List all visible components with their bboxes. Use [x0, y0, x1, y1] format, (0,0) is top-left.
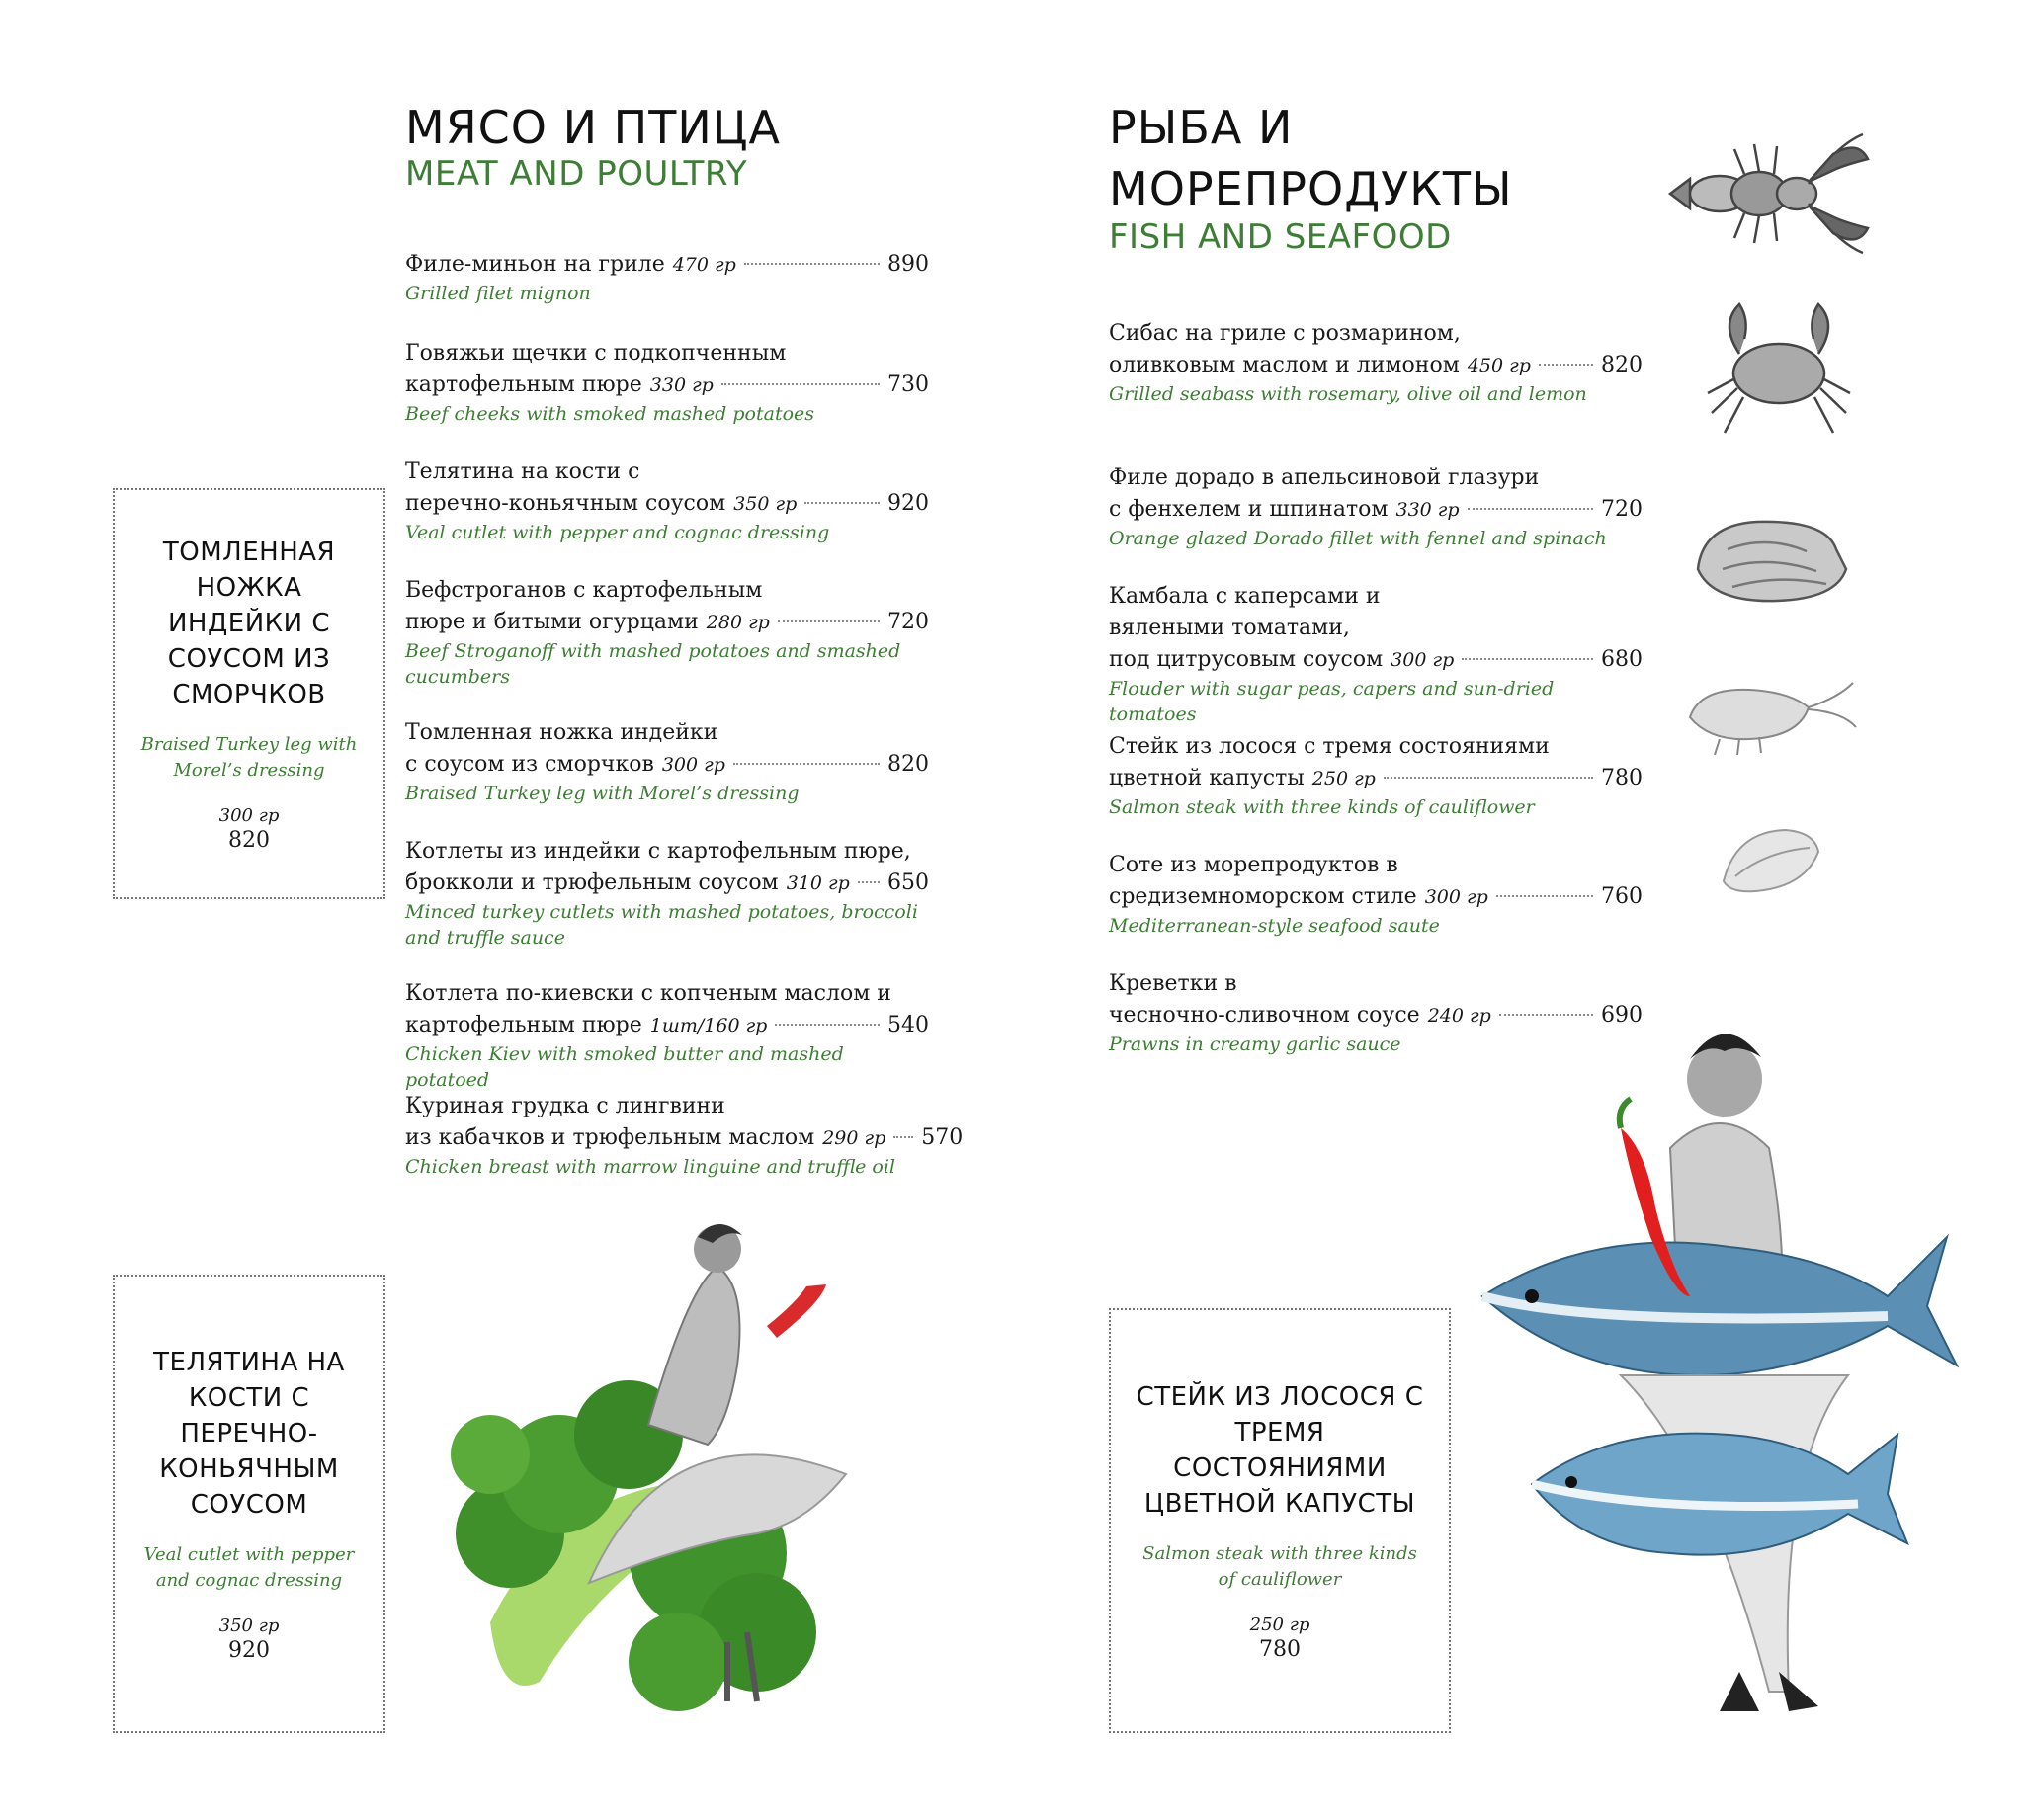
dot-leader [775, 1023, 880, 1026]
item-price: 690 [1601, 1003, 1643, 1028]
salmon-steak-illustration [1688, 510, 1856, 609]
item-price: 820 [1601, 353, 1643, 377]
item-weight: 350 гр [733, 493, 798, 515]
item-weight: 1шт/160 гр [649, 1015, 768, 1036]
item-weight: 300 гр [661, 754, 725, 776]
item-name-line: Томленная ножка индейки [405, 720, 718, 745]
promo-price: 780 [1259, 1637, 1301, 1662]
crab-illustration [1700, 294, 1858, 443]
item-price-line [1109, 644, 1643, 676]
item-name-line: с соусом из сморчков [405, 752, 654, 777]
item-price: 680 [1601, 647, 1643, 672]
fish-title-en: FISH AND SEAFOOD [1109, 217, 1452, 257]
item-name-line: картофельным пюре [405, 1013, 642, 1037]
item-name-en: Chicken Kiev with smoked butter and mashed potatoed [405, 1043, 844, 1091]
item-weight: 250 гр [1311, 768, 1376, 789]
dot-leader [778, 620, 880, 622]
item-name-line: брокколи и трюфельным соусом [405, 870, 779, 895]
promo-price: 820 [228, 828, 270, 853]
item-price-line [405, 749, 929, 781]
item-weight: 300 гр [1424, 886, 1488, 908]
dot-leader [1384, 776, 1593, 779]
item-name-en: Grilled seabass with rosemary, olive oil and lemon [1109, 383, 1587, 405]
item-name-en: Minced turkey cutlets with mashed potatoes, broccoli and truffle sauce [405, 901, 918, 949]
item-name-line: Филе-миньон на гриле [405, 252, 665, 277]
item-name-line: оливковым маслом и лимоном [1109, 353, 1460, 377]
fish-title-ru-1: РЫБА И [1109, 101, 1294, 154]
item-price: 780 [1601, 766, 1643, 790]
item-name-line: Сибас на гриле с розмарином, [1109, 321, 1461, 346]
dot-leader [733, 762, 880, 765]
item-name-en: Beef Stroganoff with mashed potatoes and smashed cucumbers [405, 640, 901, 688]
item-weight: 290 гр [822, 1127, 886, 1149]
dot-leader [1496, 894, 1593, 897]
item-price-line [1109, 350, 1643, 381]
promo-en: Braised Turkey leg with Morel’s dressing [140, 734, 358, 781]
item-price: 920 [887, 491, 929, 516]
item-name-line: цветной капусты [1109, 766, 1305, 790]
menu-item [1109, 462, 1643, 551]
menu-item [405, 456, 929, 545]
item-name-line: Телятина на кости с [405, 459, 640, 484]
dot-leader [1468, 507, 1593, 510]
item-name-line: Куриная грудка с лингвини [405, 1094, 725, 1118]
promo-title: СТЕЙК ИЗ ЛОСОСЯ С ТРЕМЯ СОСТОЯНИЯМИ ЦВЕТНОЙ КАПУСТЫ [1136, 1382, 1424, 1519]
item-weight: 280 гр [706, 612, 770, 633]
item-weight: 330 гр [649, 374, 714, 396]
mussel-illustration [1716, 822, 1824, 897]
item-price-line [405, 607, 929, 638]
item-price: 650 [887, 870, 929, 895]
item-name-line: Соте из морепродуктов в [1109, 853, 1398, 877]
item-name-line: вялеными томатами, [1109, 616, 1350, 640]
promo-box-turkey [113, 488, 385, 899]
item-weight: 470 гр [672, 254, 736, 276]
promo-title: ТОМЛЕННАЯ НОЖКА ИНДЕЙКИ С СОУСОМ ИЗ СМОРЧКОВ [162, 538, 336, 709]
item-name-line: из кабачков и трюфельным маслом [405, 1125, 815, 1150]
item-name-en: Veal cutlet with pepper and cognac dressing [405, 522, 830, 543]
item-name-en: Grilled filet mignon [405, 283, 591, 304]
item-name-line: пюре и битыми огурцами [405, 610, 699, 634]
item-price: 720 [887, 610, 929, 634]
menu-item [405, 1091, 964, 1180]
item-name-en: Chicken breast with marrow linguine and truffle oil [405, 1156, 895, 1178]
item-name-line: под цитрусовым соусом [1109, 647, 1384, 672]
item-name-en: Salmon steak with three kinds of cauliflower [1109, 796, 1535, 818]
item-name-line: Говяжьи щечки с подкопченным [405, 341, 787, 366]
item-price: 820 [887, 752, 929, 777]
item-weight: 300 гр [1391, 649, 1455, 671]
dot-leader [1462, 657, 1593, 660]
item-price: 540 [887, 1013, 929, 1037]
meat-title-en: MEAT AND POULTRY [405, 154, 748, 194]
dot-leader [1539, 363, 1593, 366]
item-name-line: средиземноморском стиле [1109, 884, 1417, 909]
promo-weight: 300 гр [218, 805, 280, 826]
menu-item [405, 338, 929, 427]
promo-price: 920 [228, 1638, 270, 1663]
item-name-line: Котлеты из индейки с картофельным пюре, [405, 839, 911, 864]
item-name-line: перечно-коньячным соусом [405, 491, 726, 516]
item-price-line [405, 370, 929, 401]
item-name-line: картофельным пюре [405, 372, 642, 397]
item-name-line: Креветки в [1109, 971, 1237, 996]
shrimp-illustration [1680, 668, 1858, 757]
item-price: 570 [921, 1125, 964, 1150]
dot-leader [744, 262, 880, 265]
item-weight: 310 гр [786, 872, 850, 894]
menu-item [1109, 318, 1643, 407]
item-price: 760 [1601, 884, 1643, 909]
item-price: 730 [887, 372, 929, 397]
promo-box-veal [113, 1275, 385, 1733]
promo-weight: 250 гр [1249, 1614, 1310, 1635]
item-name-line: Камбала с каперсами и [1109, 584, 1381, 609]
item-price-line [405, 488, 929, 520]
item-name-en: Braised Turkey leg with Morel’s dressing [405, 783, 800, 804]
item-name-line: Филе дорадо в апельсиновой глазури [1109, 465, 1540, 490]
item-name-en: Prawns in creamy garlic sauce [1109, 1034, 1401, 1055]
menu-item [405, 717, 929, 806]
item-name-line: с фенхелем и шпинатом [1109, 497, 1389, 522]
item-price: 890 [887, 252, 929, 277]
item-name-line: Бефстроганов с картофельным [405, 578, 763, 603]
promo-en: Salmon steak with three kinds of cauliflower [1142, 1543, 1417, 1590]
dot-leader [804, 501, 880, 504]
promo-box-salmon [1109, 1308, 1451, 1733]
menu-item [405, 249, 929, 306]
menu-item [1109, 731, 1643, 820]
item-price-line [405, 249, 929, 281]
promo-title: ТЕЛЯТИНА НА КОСТИ С ПЕРЕЧНО-КОНЬЯЧНЫМ СОУСОМ [153, 1348, 345, 1520]
item-price: 720 [1601, 497, 1643, 522]
item-weight: 240 гр [1427, 1005, 1491, 1027]
item-price-line [405, 1010, 929, 1041]
menu-item [405, 978, 929, 1093]
menu-item [1109, 581, 1643, 727]
menu-item [405, 836, 929, 951]
menu-item [1109, 850, 1643, 939]
lobster-illustration [1660, 124, 1878, 263]
dot-leader [893, 1135, 913, 1138]
promo-weight: 350 гр [218, 1615, 280, 1636]
item-price-line [405, 868, 929, 899]
item-price-line [405, 1122, 964, 1154]
pinup-tuna-illustration [1473, 1000, 1967, 1721]
item-price-line [1109, 763, 1643, 794]
dot-leader [858, 880, 880, 883]
dot-leader [721, 382, 880, 385]
item-price-line [1109, 881, 1643, 913]
item-name-line: чесночно-сливочном соусе [1109, 1003, 1420, 1028]
pinup-broccoli-illustration [431, 1207, 905, 1721]
item-name-line: Котлета по-киевски с копченым маслом и [405, 981, 891, 1006]
item-weight: 330 гр [1395, 499, 1460, 521]
menu-item [405, 575, 929, 690]
meat-title-ru: МЯСО И ПТИЦА [405, 101, 781, 154]
item-name-line: Стейк из лосося с тремя состояниями [1109, 734, 1550, 759]
item-name-en: Mediterranean-style seafood saute [1109, 915, 1440, 937]
item-price-line [1109, 494, 1643, 526]
item-name-en: Flouder with sugar peas, capers and sun-dried tomatoes [1109, 678, 1555, 725]
item-name-en: Beef cheeks with smoked mashed potatoes [405, 403, 815, 425]
fish-title-ru-2: МОРЕПРОДУКТЫ [1109, 162, 1513, 215]
item-weight: 450 гр [1467, 355, 1531, 376]
item-name-en: Orange glazed Dorado fillet with fennel and spinach [1109, 528, 1607, 549]
promo-en: Veal cutlet with pepper and cognac dressing [143, 1544, 355, 1591]
